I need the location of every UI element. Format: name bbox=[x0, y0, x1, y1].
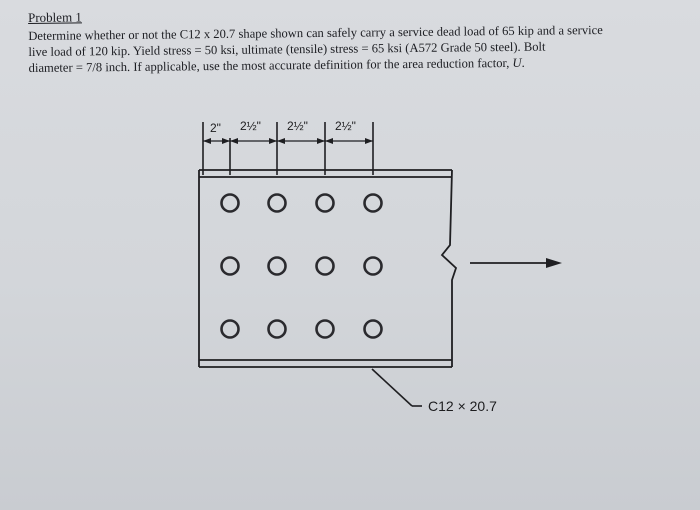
bolt-hole bbox=[269, 195, 286, 212]
dim-label-spacing-2: 2½" bbox=[287, 119, 308, 133]
bolt-pattern bbox=[222, 195, 382, 338]
problem-line-3-end: . bbox=[521, 55, 525, 70]
dim-arrow bbox=[325, 138, 333, 144]
bolt-hole bbox=[317, 258, 334, 275]
section-label: C12 × 20.7 bbox=[428, 398, 497, 414]
bolt-hole bbox=[365, 258, 382, 275]
reduction-factor-symbol: U bbox=[512, 55, 522, 70]
dim-label-edge: 2" bbox=[210, 121, 221, 135]
dim-arrow bbox=[277, 138, 285, 144]
bolt-hole bbox=[365, 195, 382, 212]
dim-arrow bbox=[222, 138, 230, 144]
bolt-hole bbox=[222, 258, 239, 275]
bolt-hole bbox=[317, 321, 334, 338]
problem-title: Problem 1 bbox=[28, 9, 82, 25]
leader-diagonal bbox=[372, 369, 412, 406]
load-arrow-head bbox=[546, 258, 562, 268]
bolt-hole bbox=[269, 321, 286, 338]
dim-arrow bbox=[203, 138, 211, 144]
bolt-hole bbox=[269, 258, 286, 275]
bolt-hole bbox=[365, 321, 382, 338]
break-line bbox=[442, 170, 456, 367]
problem-line-2: live load of 120 kip. Yield stress = 50 ksi, ultimate (tensile) stress = 65 ksi (A572 Grade 50 steel). Bolt bbox=[28, 39, 546, 59]
problem-line-1: Determine whether or not the C12 x 20.7 shape shown can safely carry a service dead load of 65 kip and a service bbox=[28, 22, 603, 43]
bolt-hole bbox=[222, 321, 239, 338]
problem-line-3-text: diameter = 7/8 inch. If applicable, use the most accurate definition for the area reduction factor, bbox=[28, 55, 513, 75]
bolt-hole bbox=[317, 195, 334, 212]
tension-load-arrow bbox=[470, 258, 562, 268]
dim-arrow bbox=[230, 138, 238, 144]
section-leader bbox=[372, 369, 422, 406]
dim-arrow bbox=[317, 138, 325, 144]
dim-label-spacing-3: 2½" bbox=[335, 119, 356, 133]
dim-arrow bbox=[365, 138, 373, 144]
dim-arrow bbox=[269, 138, 277, 144]
dim-label-spacing-1: 2½" bbox=[240, 119, 261, 133]
bolt-hole bbox=[222, 195, 239, 212]
